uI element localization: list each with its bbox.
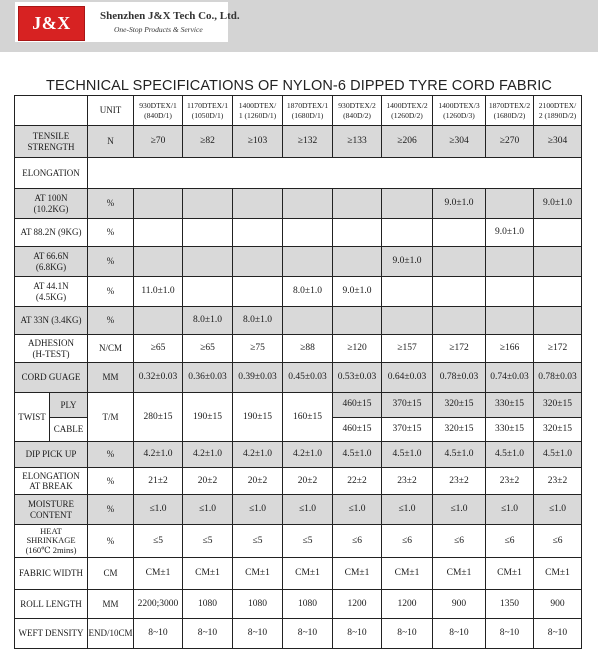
ply-value: 460±15 <box>333 393 382 418</box>
value-cell <box>333 219 382 247</box>
value-cell: 4.5±1.0 <box>433 442 486 468</box>
cable-value: 320±15 <box>534 417 582 442</box>
value-cell <box>283 189 333 219</box>
value-cell: 8~10 <box>233 619 283 649</box>
row-label: FABRIC WIDTH <box>15 558 88 590</box>
row-unit: % <box>88 468 134 495</box>
value-cell: 0.32±0.03 <box>134 363 183 393</box>
value-cell <box>534 307 582 335</box>
column-header: 1400DTEX/ 1 (1260D/1) <box>233 96 283 126</box>
ply-value: 330±15 <box>486 393 534 418</box>
value-cell: ≥172 <box>534 335 582 363</box>
ply-value: 320±15 <box>534 393 582 418</box>
value-cell: 20±2 <box>183 468 233 495</box>
cable-value: 320±15 <box>433 417 486 442</box>
value-cell: ≤1.0 <box>486 495 534 525</box>
row-label: TENSILE STRENGTH <box>15 126 88 158</box>
row-unit: N <box>88 126 134 158</box>
value-cell: 8~10 <box>283 619 333 649</box>
value-cell: 8.0±1.0 <box>233 307 283 335</box>
value-cell <box>183 277 233 307</box>
row-unit: MM <box>88 363 134 393</box>
cable-value: 460±15 <box>333 417 382 442</box>
value-cell: 9.0±1.0 <box>433 189 486 219</box>
value-cell: ≤1.0 <box>433 495 486 525</box>
value-cell <box>486 247 534 277</box>
value-cell: 11.0±1.0 <box>134 277 183 307</box>
value-cell <box>433 219 486 247</box>
value-cell: 8~10 <box>486 619 534 649</box>
value-cell: 0.39±0.03 <box>233 363 283 393</box>
value-cell <box>333 189 382 219</box>
spec-row-gauge <box>15 363 582 393</box>
spec-row-roll <box>15 590 582 619</box>
value-cell: CM±1 <box>233 558 283 590</box>
twist-unit: T/M <box>88 393 134 442</box>
row-unit: MM <box>88 590 134 619</box>
twist-label <box>15 393 88 442</box>
value-cell <box>134 219 183 247</box>
row-unit: CM <box>88 558 134 590</box>
value-cell <box>534 247 582 277</box>
cable-label: CABLE <box>50 418 87 441</box>
value-cell: ≤1.0 <box>134 495 183 525</box>
value-cell: CM±1 <box>382 558 433 590</box>
row-unit: % <box>88 277 134 307</box>
value-cell: ≥270 <box>486 126 534 158</box>
value-cell: ≤6 <box>333 525 382 558</box>
value-cell: 4.5±1.0 <box>486 442 534 468</box>
spec-row-weft <box>15 619 582 649</box>
spec-row-width <box>15 558 582 590</box>
value-cell <box>333 247 382 277</box>
value-cell <box>183 189 233 219</box>
spec-row-moisture <box>15 495 582 525</box>
spec-row-heat <box>15 525 582 558</box>
twist-label-group <box>15 393 87 441</box>
value-cell <box>534 277 582 307</box>
value-cell: 8.0±1.0 <box>283 277 333 307</box>
value-cell <box>283 247 333 277</box>
row-unit: % <box>88 247 134 277</box>
row-unit: N/CM <box>88 335 134 363</box>
value-cell: 8~10 <box>183 619 233 649</box>
page-title: TECHNICAL SPECIFICATIONS OF NYLON-6 DIPPED TYRE CORD FABRIC <box>46 78 552 94</box>
spec-row-twist-ply <box>15 393 582 418</box>
row-unit: % <box>88 495 134 525</box>
spec-row-at88 <box>15 219 582 247</box>
twist-value: 190±15 <box>233 393 283 442</box>
spec-row-dip <box>15 442 582 468</box>
value-cell: ≥82 <box>183 126 233 158</box>
value-cell: CM±1 <box>283 558 333 590</box>
cable-value: 370±15 <box>382 417 433 442</box>
value-cell: 1080 <box>183 590 233 619</box>
value-cell: CM±1 <box>134 558 183 590</box>
value-cell: 900 <box>534 590 582 619</box>
row-unit: % <box>88 307 134 335</box>
table-header-row <box>15 96 582 126</box>
value-cell: 0.64±0.03 <box>382 363 433 393</box>
value-cell: 8~10 <box>382 619 433 649</box>
value-cell: ≤6 <box>382 525 433 558</box>
row-label: AT 88.2N (9KG) <box>15 219 88 247</box>
spec-row-tensile <box>15 126 582 158</box>
value-cell: 23±2 <box>486 468 534 495</box>
ply-value: 370±15 <box>382 393 433 418</box>
value-cell <box>233 277 283 307</box>
value-cell <box>382 307 433 335</box>
value-cell: 20±2 <box>233 468 283 495</box>
row-label: DIP PICK UP <box>15 442 88 468</box>
value-cell: CM±1 <box>183 558 233 590</box>
value-cell <box>283 219 333 247</box>
column-header: 1400DTEX/3 (1260D/3) <box>433 96 486 126</box>
value-cell: ≤6 <box>534 525 582 558</box>
value-cell: 0.78±0.03 <box>534 363 582 393</box>
row-label: ELONGATION <box>15 158 88 189</box>
value-cell: ≥157 <box>382 335 433 363</box>
value-cell: ≥132 <box>283 126 333 158</box>
value-cell: 4.2±1.0 <box>283 442 333 468</box>
value-cell: ≥75 <box>233 335 283 363</box>
column-header: 930DTEX/1 (840D/1) <box>134 96 183 126</box>
value-cell: ≤5 <box>283 525 333 558</box>
value-cell: ≥65 <box>134 335 183 363</box>
value-cell <box>233 219 283 247</box>
value-cell: 9.0±1.0 <box>486 219 534 247</box>
column-header: 2100DTEX/ 2 (1890D/2) <box>534 96 582 126</box>
company-banner <box>15 2 240 42</box>
row-label: ROLL LENGTH <box>15 590 88 619</box>
value-cell: 9.0±1.0 <box>534 189 582 219</box>
row-label: AT 100N (10.2KG) <box>15 189 88 219</box>
value-cell: 4.5±1.0 <box>534 442 582 468</box>
value-cell: 4.5±1.0 <box>333 442 382 468</box>
value-cell: 1200 <box>333 590 382 619</box>
column-header: 930DTEX/2 (840D/2) <box>333 96 382 126</box>
spec-row-elongation <box>15 158 582 189</box>
value-cell: ≤5 <box>183 525 233 558</box>
value-cell <box>433 307 486 335</box>
row-label: AT 33N (3.4KG) <box>15 307 88 335</box>
row-label: ELONGATION AT BREAK <box>15 468 88 495</box>
value-cell: 22±2 <box>333 468 382 495</box>
value-cell <box>183 219 233 247</box>
value-cell <box>433 247 486 277</box>
row-unit: % <box>88 219 134 247</box>
spec-row-adhesion <box>15 335 582 363</box>
row-label: HEAT SHRINKAGE (160℃ 2mins) <box>15 525 88 558</box>
value-cell: 0.36±0.03 <box>183 363 233 393</box>
ply-label: PLY <box>50 393 87 418</box>
row-label: AT 44.1N (4.5KG) <box>15 277 88 307</box>
value-cell: 4.5±1.0 <box>382 442 433 468</box>
spec-row-at100 <box>15 189 582 219</box>
row-unit: % <box>88 525 134 558</box>
company-name: Shenzhen J&X Tech Co., Ltd. <box>100 10 240 22</box>
company-logo: J&X <box>18 6 85 41</box>
value-cell: 20±2 <box>283 468 333 495</box>
value-cell: 4.2±1.0 <box>134 442 183 468</box>
value-cell <box>333 307 382 335</box>
value-cell <box>233 189 283 219</box>
value-cell: 900 <box>433 590 486 619</box>
spec-row-elong-break <box>15 468 582 495</box>
value-cell: 1080 <box>233 590 283 619</box>
value-cell <box>382 189 433 219</box>
value-cell: ≤1.0 <box>333 495 382 525</box>
unit-header: UNIT <box>88 96 134 126</box>
row-label: WEFT DENSITY <box>15 619 88 649</box>
value-cell: ≤5 <box>233 525 283 558</box>
spec-row-at66 <box>15 247 582 277</box>
row-label: CORD GUAGE <box>15 363 88 393</box>
value-cell: 4.2±1.0 <box>233 442 283 468</box>
value-cell: 4.2±1.0 <box>183 442 233 468</box>
value-cell: ≥166 <box>486 335 534 363</box>
value-cell: ≤6 <box>433 525 486 558</box>
column-header: 1870DTEX/2 (1680D/2) <box>486 96 534 126</box>
value-cell: ≤1.0 <box>382 495 433 525</box>
twist-label-text: TWIST <box>18 411 46 422</box>
value-cell <box>134 189 183 219</box>
value-cell: 9.0±1.0 <box>382 247 433 277</box>
row-empty <box>88 158 582 189</box>
value-cell: ≥88 <box>283 335 333 363</box>
value-cell: 1080 <box>283 590 333 619</box>
value-cell: ≥206 <box>382 126 433 158</box>
value-cell: ≤1.0 <box>283 495 333 525</box>
ply-value: 320±15 <box>433 393 486 418</box>
value-cell <box>534 219 582 247</box>
value-cell: 23±2 <box>382 468 433 495</box>
value-cell: 21±2 <box>134 468 183 495</box>
value-cell: ≥304 <box>433 126 486 158</box>
twist-value: 280±15 <box>134 393 183 442</box>
row-unit: % <box>88 189 134 219</box>
value-cell: 1200 <box>382 590 433 619</box>
value-cell <box>486 277 534 307</box>
value-cell: 8~10 <box>534 619 582 649</box>
column-header: 1400DTEX/2 (1260D/2) <box>382 96 433 126</box>
value-cell: 23±2 <box>534 468 582 495</box>
value-cell: 8.0±1.0 <box>183 307 233 335</box>
value-cell: ≥120 <box>333 335 382 363</box>
value-cell: ≥70 <box>134 126 183 158</box>
row-label: MOISTURE CONTENT <box>15 495 88 525</box>
corner-cell <box>15 96 88 126</box>
row-label: ADHESION (H-TEST) <box>15 335 88 363</box>
company-tagline: One-Stop Products & Service <box>114 25 203 34</box>
value-cell: 0.53±0.03 <box>333 363 382 393</box>
spec-row-at44 <box>15 277 582 307</box>
spec-row-at33 <box>15 307 582 335</box>
value-cell <box>283 307 333 335</box>
value-cell: ≤1.0 <box>183 495 233 525</box>
value-cell <box>183 247 233 277</box>
value-cell: 0.78±0.03 <box>433 363 486 393</box>
value-cell <box>382 277 433 307</box>
value-cell: CM±1 <box>534 558 582 590</box>
row-unit: END/10CM <box>88 619 134 649</box>
cable-value: 330±15 <box>486 417 534 442</box>
value-cell: ≥172 <box>433 335 486 363</box>
value-cell: ≤6 <box>486 525 534 558</box>
value-cell: ≤5 <box>134 525 183 558</box>
row-label: AT 66.6N (6.8KG) <box>15 247 88 277</box>
value-cell: ≥65 <box>183 335 233 363</box>
value-cell: CM±1 <box>333 558 382 590</box>
spec-table <box>14 95 582 649</box>
value-cell: 8~10 <box>433 619 486 649</box>
value-cell <box>134 247 183 277</box>
value-cell: 8~10 <box>134 619 183 649</box>
value-cell: 9.0±1.0 <box>333 277 382 307</box>
value-cell: ≥133 <box>333 126 382 158</box>
value-cell: 0.74±0.03 <box>486 363 534 393</box>
twist-value: 190±15 <box>183 393 233 442</box>
value-cell: 8~10 <box>333 619 382 649</box>
twist-sub-labels <box>49 393 87 441</box>
value-cell: CM±1 <box>433 558 486 590</box>
value-cell: ≤1.0 <box>233 495 283 525</box>
value-cell: 2200;3000 <box>134 590 183 619</box>
value-cell <box>486 307 534 335</box>
value-cell <box>486 189 534 219</box>
twist-value: 160±15 <box>283 393 333 442</box>
value-cell: ≤1.0 <box>534 495 582 525</box>
value-cell <box>134 307 183 335</box>
value-cell: ≥304 <box>534 126 582 158</box>
column-header: 1870DTEX/1 (1680D/1) <box>283 96 333 126</box>
value-cell: CM±1 <box>486 558 534 590</box>
value-cell <box>433 277 486 307</box>
value-cell: 23±2 <box>433 468 486 495</box>
header-bar <box>0 0 598 52</box>
value-cell: ≥103 <box>233 126 283 158</box>
value-cell <box>233 247 283 277</box>
value-cell: 0.45±0.03 <box>283 363 333 393</box>
row-unit: % <box>88 442 134 468</box>
value-cell: 1350 <box>486 590 534 619</box>
column-header: 1170DTEX/1 (1050D/1) <box>183 96 233 126</box>
value-cell <box>382 219 433 247</box>
